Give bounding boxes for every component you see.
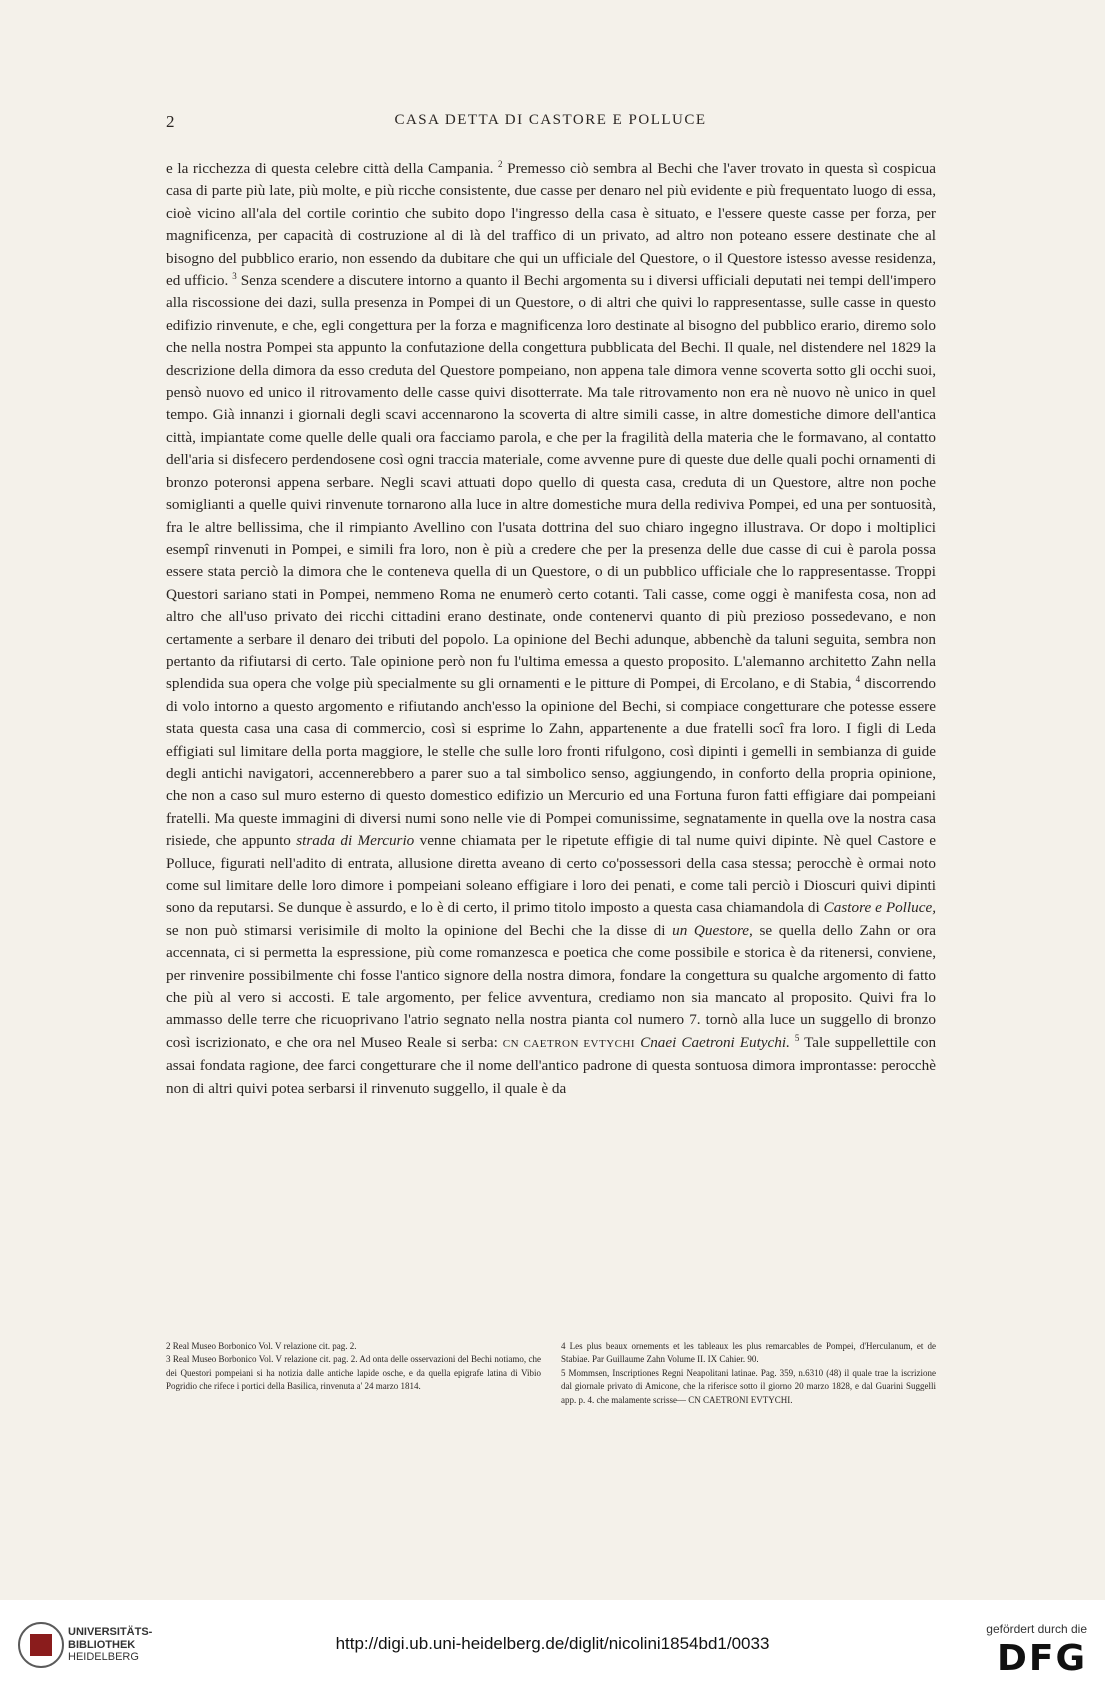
library-name-line: UNIVERSITÄTS- bbox=[68, 1626, 153, 1638]
text-segment: e la ricchezza di questa celebre città della Campania. bbox=[166, 160, 494, 177]
italic-phrase: un Questore, bbox=[672, 921, 753, 939]
text-segment: Premesso ciò sembra al Bechi che l'aver trovato in questa sì cospicua casa di parte più late, più molte, e più ricche consistente, due casse per denaro nel più evidente e più frequentato luogo di essa, cioè vicino all'ala del cortile corintio che subito dopo l'ingresso della casa è situato, e l'essere queste casse per forza, per magnificenza, per capacità di costruzione al di là del traffico di un privato, ad altro non poteano essere destinate che al bisogno del pubblico erario, non essendo da dubitare che qui un ufficiale del Questore, o il Questore istesso avesse residenza, ed ufficio. bbox=[166, 160, 937, 290]
italic-phrase: Cnaei Caetroni Eutychi. bbox=[640, 1033, 790, 1051]
running-title: CASA DETTA DI CASTORE E POLLUCE bbox=[394, 112, 707, 128]
library-name-line: HEIDELBERG bbox=[68, 1651, 139, 1663]
text-segment: venne chiamata per le ripetute effigie di tal nume quivi dipinte. Nè quel Castore e Polluce, figurati nell'adito di entrata, allusione diretta aveano di certo co'possessori della casa stessa; perocchè è ormai noto come sul limitare delle loro dimore i pompeiani soleano effigiare i loro dei penati, e come tali perciò i Dioscuri quivi dipinti sono da reputarsi. Se dunque è assurdo, e lo è di certo, il primo titolo imposto a questa casa chiamandola di bbox=[166, 832, 937, 917]
body-text bbox=[166, 158, 936, 1100]
funder-block[interactable] bbox=[986, 1622, 1087, 1678]
seal-inscription: CN CAETRON EVTYCHI bbox=[502, 1037, 636, 1050]
footnotes-left bbox=[166, 1340, 541, 1407]
page-header bbox=[166, 112, 935, 136]
text-segment: Tale suppellettile con assai fondata ragione, dee farci congetturare che il nome dell'antico padrone di questa sontuosa dimora improntasse: perocchè non di altri quivi potea serbarsi il rinvenuto suggello, il quale è da bbox=[166, 1033, 937, 1097]
footnote: 2 Real Museo Borbonico Vol. V relazione cit. pag. 2. bbox=[166, 1341, 357, 1351]
footnote-ref: 5 bbox=[794, 1032, 800, 1043]
dfg-logo-icon: DFG bbox=[996, 1638, 1087, 1679]
footnotes bbox=[166, 1340, 936, 1407]
funder-label: gefördert durch die bbox=[986, 1622, 1087, 1636]
italic-phrase: strada di Mercurio bbox=[296, 832, 415, 850]
text-segment: se non può stimarsi verisimile di molto la opinione del Bechi che la disse di bbox=[166, 921, 666, 939]
text-segment: Senza scendere a discutere intorno a quanto il Bechi argomenta su i diversi ufficiali deputati nei tempi dell'impero alla riscossione dei dazi, sulla presenza in Pompei di un Questore, o di altri che quivi lo rappresentasse, sulle casse in questo edifizio rinvenute, e che, egli congettura per la forza e magnificenza loro destinate al bisogno del pubblico erario, diremo solo che nella nostra Pompei sta appunto la confutazione della congettura pubblicata del Bechi. Il quale, nel distendere nel 1829 la descrizione della dimora da esso creduta del Questore pompeiano, non appena tale dimora venne scoverta sotto gli occhi suoi, pensò nuovo ed unico il ritrovamento delle casse quivi disotterrate. Ma tale ritrovamento non era nè nuovo nè unico in quel tempo. Già innanzi i giornali degli scavi accennarono la scoverta di altre simili casse, in altre domestiche dimore dell'antica città, impiantate come quelle delle quali ora facciamo parola, e che per la fragilità della materia che le formavano, al contatto dell'aria si disfecero perdendosene così ogni traccia materiale, come avvenne pure di queste due delle quali pochi ornamenti di bronzo poteronsi appena serbare. Negli scavi attuati dopo quello di questa casa, creduta di un Questore, altre non poche somiglianti a quelle quivi rinvenute tornarono alla luce in altre domestiche mura della rediviva Pompei, ed una per sontuosità, fra le altre bellissima, che il rimpianto Avellino con l'usata dottrina del suo chiaro ingegno illustrava. Or dopo i moltiplici esempî rinvenuti in Pompei, e simili fra loro, non è più a credere che per la presenza delle due casse di cui è parola possa essere stata perciò la dimora che le conteneva quella di un Questore, o di un pubblico ufficiale che lo rappresentasse. Troppi Questori sariano stati in Pompei, nemmeno Roma ne enumerò certo cotanti. Tali casse, come oggi è manifesta cosa, non ad altro che all'uso privato dei ricchi cittadini erano destinate, onde contenervi quanto di più prezioso possedevano, e non certamente a serbare il denaro dei tributi del popolo. La opinione del Bechi adunque, abbenchè da taluni seguita, sembra non pertanto da rifiutarsi di certo. Tale opinione però non fu l'ultima emessa a questo proposito. L'alemanno architetto Zahn nella splendida sua opera che volge più specialmente su gli ornamenti e le pitture di Pompei, di Ercolano, e di Stabia, bbox=[166, 272, 937, 693]
text-segment: discorrendo di volo intorno a questo argomento e rifiutando anch'esso la opinione del Bechi, si compiace congetturare che potesse essere stata questa casa una casa di commercio, così si esprime lo Zahn, appartenente a due fratelli socî fra loro. I figli di Leda effigiati sul limitare della porta maggiore, le stelle che sulle loro fronti rifulgono, così dipinti i gemelli in sembianza di guide degli antichi navigatori, accennerebbero a parer suo a tal simbolico senso, aggiungendo, in conforto della propria opinione, che non a caso sul muro esterno di questo domestico edifizio un Mercurio ed una Fortuna furon fatti effigiare dai pompeiani fratelli. Ma queste immagini di diversi numi sono nelle vie di Pompei comunissime, segnatamente in quella ove la nostra casa risiede, che appunto bbox=[166, 675, 936, 850]
footer-bar bbox=[0, 1600, 1105, 1691]
footnotes-right bbox=[561, 1340, 936, 1407]
page-number: 2 bbox=[166, 112, 175, 131]
permalink-url[interactable]: http://digi.ub.uni-heidelberg.de/diglit/nicolini1854bd1/0033 bbox=[335, 1634, 770, 1653]
footnote: 3 Real Museo Borbonico Vol. V relazione cit. pag. 2. Ad onta delle osservazioni del Bechi notiamo, che dei Questori pompeiani si ha notizia dalle antiche lapide osche, e da quella epigrafe latina di Vibio Pogridio che rifece i portici della Basilica, rinvenuta a' 24 marzo 1814. bbox=[166, 1354, 541, 1392]
italic-phrase: Castore e Polluce, bbox=[823, 899, 936, 917]
footnote-ref: 4 bbox=[855, 674, 861, 685]
footnote-ref: 2 bbox=[498, 158, 503, 169]
library-name-line: BIBLIOTHEK bbox=[68, 1638, 136, 1651]
footnote: 5 Mommsen, Inscriptiones Regni Neapolitani latinae. Pag. 359, n.6310 (48) il quale trae la iscrizione dal giornale privato di Amicone, che la riferisce sotto il giorno 20 marzo 1828, e dal Guarini Suggelli app. p. 4. che malamente scrisse— CN CAETRONI EVTYCHI. bbox=[561, 1367, 936, 1405]
footnote: 4 Les plus beaux ornements et les tableaux les plus remarcables de Pompei, d'Herculanum, et de Stabiae. Par Guillaume Zahn Volume II. IX Cahier. 90. bbox=[561, 1341, 936, 1365]
footnote-ref: 3 bbox=[232, 270, 237, 281]
text-segment: se quella dello Zahn or ora accennata, ci si permetta la espressione, più come romanzesca e poetica che come possibile e storica è da ritenersi, conviene, per rinvenire possibilmente chi fosse l'antico signore della nostra dimora, fondare la congettura su qualche argomento di fatto che più al vero si accosti. E tale argomento, per felice avventura, crediamo non sia mancato al proposito. Quivi fra lo ammasso delle terre che ricuoprivano l'atrio segnato nella nostra pianta col numero 7. tornò alla luce un suggello di bronzo così iscrizionato, e che ora nel Museo Reale si serba: bbox=[166, 921, 937, 1051]
